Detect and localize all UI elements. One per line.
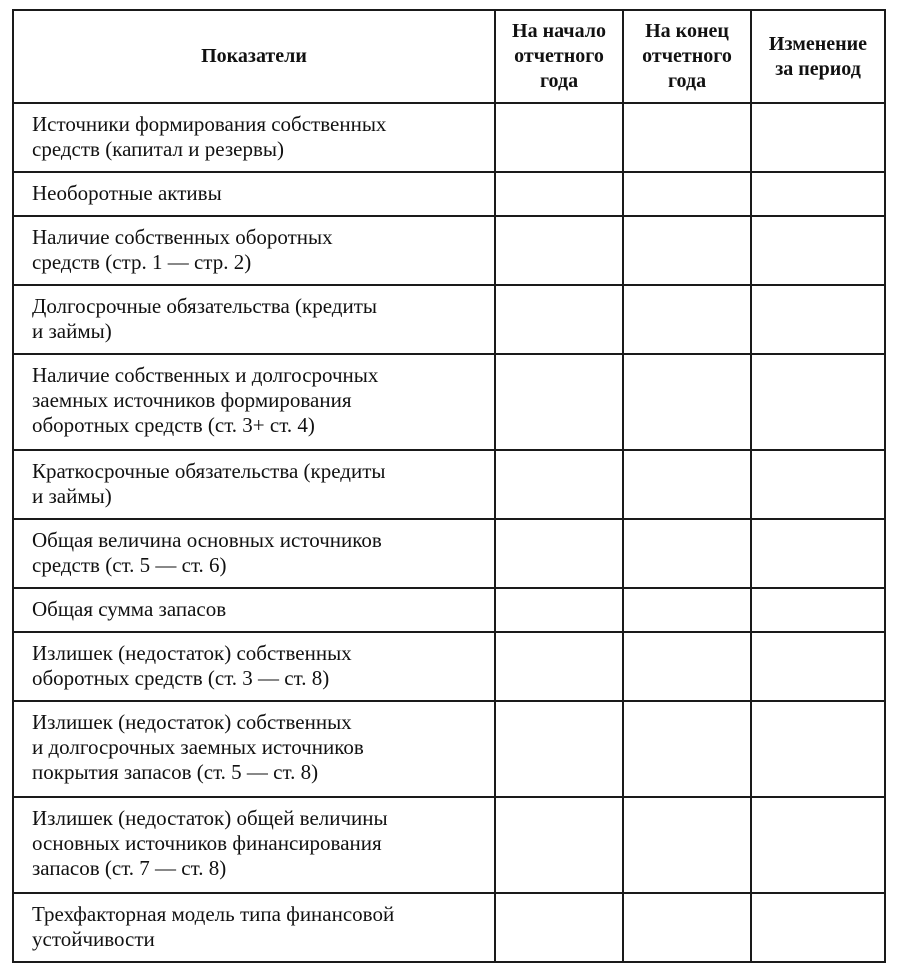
table-row (13, 354, 885, 450)
change-value-cell (751, 893, 885, 962)
end-value-cell (623, 797, 751, 893)
row-label: Излишек (недостаток) собственных и долгосрочных заемных источников покрытия запасов (ст. 5 — ст. 8) (13, 701, 495, 797)
start-value-cell (495, 519, 623, 588)
change-value-cell (751, 519, 885, 588)
end-value-cell (623, 216, 751, 285)
start-value-cell (495, 103, 623, 172)
row-label: Необоротные активы (13, 172, 495, 216)
table-row (13, 519, 885, 588)
change-value-cell (751, 172, 885, 216)
change-value-cell (751, 285, 885, 354)
end-value-cell (623, 450, 751, 519)
table-row (13, 797, 885, 893)
start-value-cell (495, 588, 623, 632)
header-row (13, 10, 885, 103)
change-value-cell (751, 797, 885, 893)
row-label: Наличие собственных оборотных средств (стр. 1 — стр. 2) (13, 216, 495, 285)
header-end-of-year: На конец отчетного года (623, 10, 751, 103)
change-value-cell (751, 216, 885, 285)
financial-stability-table (12, 9, 886, 963)
table-row (13, 893, 885, 962)
table-row (13, 285, 885, 354)
end-value-cell (623, 632, 751, 701)
header-start-of-year: На начало отчетного года (495, 10, 623, 103)
table-row (13, 103, 885, 172)
end-value-cell (623, 893, 751, 962)
end-value-cell (623, 519, 751, 588)
start-value-cell (495, 701, 623, 797)
change-value-cell (751, 588, 885, 632)
start-value-cell (495, 216, 623, 285)
start-value-cell (495, 285, 623, 354)
table-row (13, 450, 885, 519)
end-value-cell (623, 103, 751, 172)
row-label: Общая величина основных источников средств (ст. 5 — ст. 6) (13, 519, 495, 588)
change-value-cell (751, 701, 885, 797)
row-label: Излишек (недостаток) собственных оборотных средств (ст. 3 — ст. 8) (13, 632, 495, 701)
table-row (13, 172, 885, 216)
change-value-cell (751, 103, 885, 172)
end-value-cell (623, 701, 751, 797)
start-value-cell (495, 354, 623, 450)
end-value-cell (623, 588, 751, 632)
start-value-cell (495, 172, 623, 216)
change-value-cell (751, 632, 885, 701)
table-row (13, 632, 885, 701)
row-label: Краткосрочные обязательства (кредиты и займы) (13, 450, 495, 519)
row-label: Трехфакторная модель типа финансовой устойчивости (13, 893, 495, 962)
change-value-cell (751, 354, 885, 450)
table-row (13, 701, 885, 797)
header-indicator: Показатели (13, 10, 495, 103)
row-label: Источники формирования собственных средств (капитал и резервы) (13, 103, 495, 172)
change-value-cell (751, 450, 885, 519)
row-label: Наличие собственных и долгосрочных заемных источников формирования оборотных средств (ст. 3+ ст. 4) (13, 354, 495, 450)
start-value-cell (495, 797, 623, 893)
table-row (13, 216, 885, 285)
start-value-cell (495, 632, 623, 701)
table-row (13, 588, 885, 632)
row-label: Долгосрочные обязательства (кредиты и займы) (13, 285, 495, 354)
start-value-cell (495, 450, 623, 519)
row-label: Общая сумма запасов (13, 588, 495, 632)
end-value-cell (623, 285, 751, 354)
end-value-cell (623, 172, 751, 216)
row-label: Излишек (недостаток) общей величины основных источников финансирования запасов (ст. 7 — ст. 8) (13, 797, 495, 893)
start-value-cell (495, 893, 623, 962)
end-value-cell (623, 354, 751, 450)
header-change: Изменение за период (751, 10, 885, 103)
